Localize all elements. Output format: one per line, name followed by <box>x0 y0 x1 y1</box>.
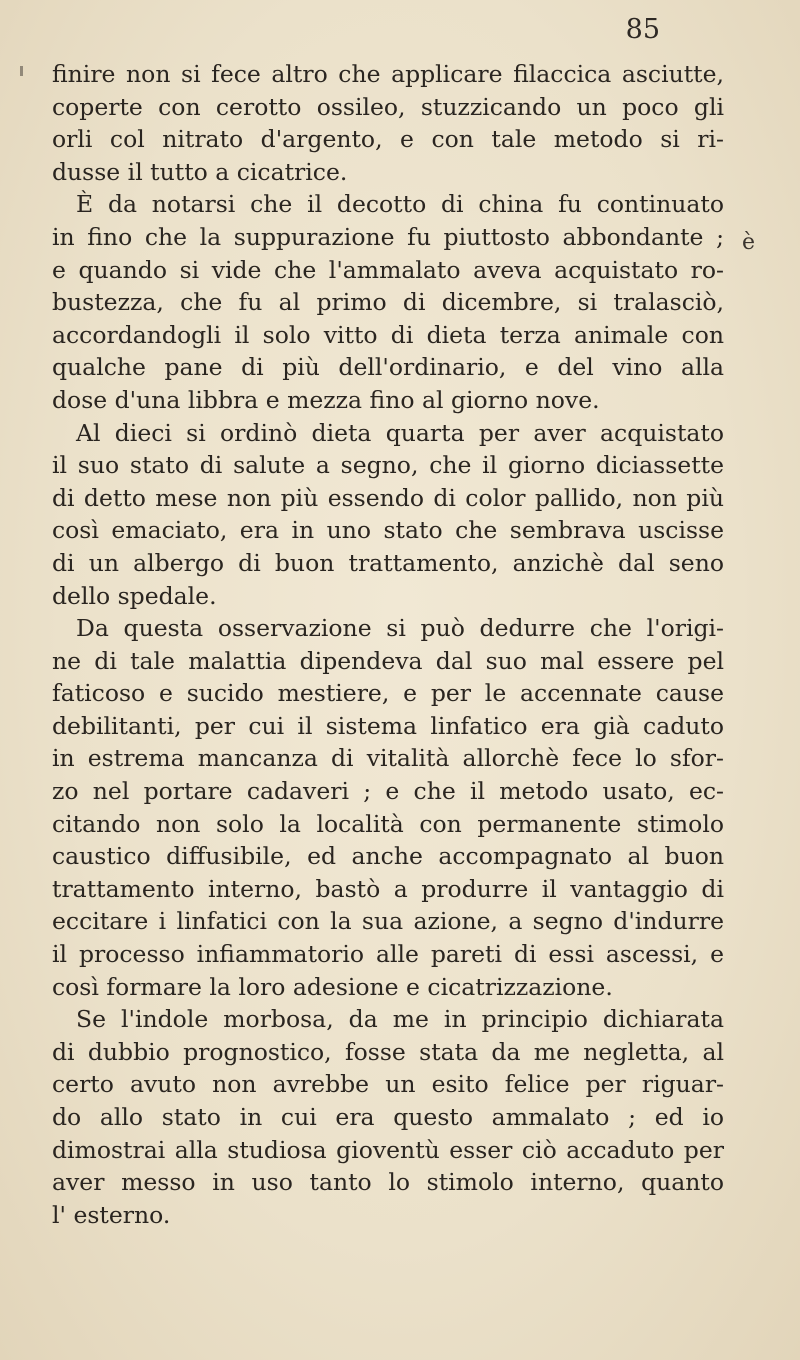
text-line: dello spedale. <box>52 581 217 610</box>
text-line: debilitanti, per cui il sistema linfatico era già caduto <box>52 711 724 740</box>
margin-annotation: è <box>742 230 756 255</box>
text-line: l' esterno. <box>52 1200 171 1229</box>
text-line: di un albergo di buon trattamento, anzichè dal seno <box>52 548 724 577</box>
text-line: dusse il tutto a cicatrice. <box>52 157 348 186</box>
text-line: Se l'indole morbosa, da me in principio dichiarata <box>76 1005 724 1034</box>
text-line: citando non solo la località con permanente stimolo <box>52 809 724 838</box>
text-line: Da questa osservazione si può dedurre che l'origi- <box>76 614 724 643</box>
text-line: ne di tale malattia dipendeva dal suo mal essere pel <box>52 646 724 675</box>
text-line: do allo stato in cui era questo ammalato ; ed io <box>52 1103 724 1131</box>
paragraph-3 <box>52 417 724 613</box>
text-line: così emaciato, era in uno stato che sembrava uscisse <box>52 516 724 545</box>
text-line: accordandogli il solo vitto di dieta terza animale con <box>52 320 724 349</box>
text-line: dose d'una libbra e mezza fino al giorno nove. <box>52 385 600 414</box>
text-line: È da notarsi che il decotto di china fu continuato <box>76 190 724 219</box>
text-line: bustezza, che fu al primo di dicembre, si tralasciò, <box>52 288 724 317</box>
text-line: di dubbio prognostico, fosse stata da me negletta, al <box>52 1037 724 1066</box>
text-line: certo avuto non avrebbe un esito felice per riguar- <box>52 1070 724 1099</box>
text-line: qualche pane di più dell'ordinario, e del vino alla <box>52 353 724 382</box>
text-line: in estrema mancanza di vitalità allorchè fece lo sfor- <box>52 744 724 773</box>
text-line: faticoso e sucido mestiere, e per le accennate cause <box>52 679 724 708</box>
text-line: eccitare i linfatici con la sua azione, a segno d'indurre <box>52 907 724 936</box>
paragraph-2 <box>52 188 724 416</box>
text-line: coperte con cerotto ossileo, stuzzicando un poco gli <box>52 92 724 121</box>
paragraph-5 <box>52 1003 724 1231</box>
paragraph-4 <box>52 612 724 1003</box>
text-line: il processo infiammatorio alle pareti di essi ascessi, e <box>52 940 724 969</box>
text-line: e quando si vide che l'ammalato aveva acquistato ro- <box>52 255 724 284</box>
text-line: dimostrai alla studiosa gioventù esser ciò accaduto per <box>52 1135 724 1164</box>
body-text <box>52 58 724 1231</box>
text-line: finire non si fece altro che applicare filaccica asciutte, <box>52 60 724 88</box>
margin-tick <box>20 66 23 76</box>
text-line: in fino che la suppurazione fu piuttosto abbondante ; <box>52 222 724 251</box>
text-line: aver messo in uso tanto lo stimolo interno, quanto <box>52 1168 724 1197</box>
paragraph-1 <box>52 58 724 188</box>
page-number: 85 <box>625 14 660 45</box>
text-line: zo nel portare cadaveri ; e che il metodo usato, ec- <box>52 777 724 806</box>
text-line: orli col nitrato d'argento, e con tale metodo si ri- <box>52 125 724 154</box>
text-line: il suo stato di salute a segno, che il giorno diciassette <box>52 451 724 480</box>
text-line: trattamento interno, bastò a produrre il vantaggio di <box>52 874 724 903</box>
text-line: caustico diffusibile, ed anche accompagnato al buon <box>52 842 724 871</box>
text-line: di detto mese non più essendo di color pallido, non più <box>52 483 724 512</box>
text-line: così formare la loro adesione e cicatrizzazione. <box>52 972 613 1001</box>
text-line: Al dieci si ordinò dieta quarta per aver acquistato <box>76 418 724 447</box>
